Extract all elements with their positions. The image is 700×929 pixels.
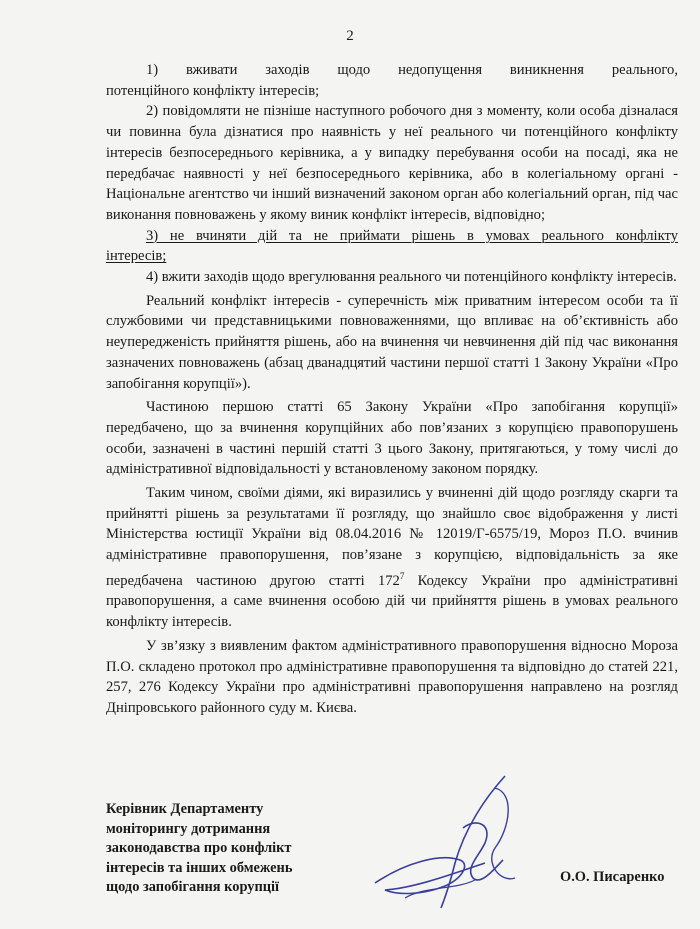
document-body — [106, 60, 678, 719]
duty-item-4: 4) вжити заходів щодо врегулювання реального чи потенційного конфлікту інтересів. — [146, 269, 677, 286]
duty-item-3 — [106, 226, 678, 247]
paragraph-real-conflict: Реальний конфлікт інтересів - суперечність між приватним інтересом особи та її службовими чи представницькими повноваженнями, що впливає на об’єктивність або неупередженість прийняття рішень, або на вчинення чи невчинення дій під час виконання зазначених повноважень (абзац дванадцятий частини першої статті 1 Закону України «Про запобігання корупції»). — [106, 292, 678, 392]
page-number: 2 — [346, 28, 354, 44]
signatory-title-line: Керівник Департаменту — [106, 801, 264, 817]
duty-item-3-cont — [106, 246, 678, 267]
paragraph-conclusion — [106, 483, 678, 633]
signatory-title-line: законодавства про конфлікт — [106, 840, 292, 856]
duty-item-3-cont-text: інтересів; — [106, 248, 167, 265]
paragraph-protocol: У зв’язку з виявленим фактом адміністративного правопорушення відносно Мороза П.О. складено протокол про адміністративне правопорушення та відповідно до статей 221, 257, 276 Кодексу України про адміністративні правопорушення направлено на розгляд Дніпровського районного суду м. Києва. — [106, 637, 678, 716]
duty-item-1: 1) вживати заходів щодо недопущення виникнення реального, — [146, 62, 678, 78]
signatory-title — [106, 800, 292, 898]
duty-item-3-text: 3) не вчиняти дій та не приймати рішень в умовах реального конфлікту — [146, 227, 678, 244]
handwritten-signature — [345, 768, 545, 918]
signatory-title-line: інтересів та інших обмежень — [106, 859, 293, 876]
article-superscript: 7 — [399, 570, 405, 581]
paragraph-article-65: Частиною першою статті 65 Закону України «Про запобігання корупції» передбачено, що за вчинення корупційних або пов’язаних з корупцією правопорушень особи, зазначені в частині першій статті 3 цього Закону, притягаються, у тому числі до адміністративної відповідальності у встановленому законом порядку. — [106, 399, 678, 478]
conclusion-text: Таким чином, своїми діями, які виразились у вчиненні дій щодо розгляду скарги та прийнятті рішень за результатами її розгляду, що знайшло своє відображення у листі Міністерства юстиції України від 08.04.2016 № 12019/Г-6575/19, Мороз П.О. вчинив адміністративне правопорушення, пов’язане з корупцією, відповідальність за яке передбачена частиною другою статті 172 — [106, 485, 678, 589]
signatory-name: О.О. Писаренко — [560, 869, 665, 885]
signatory-title-line: моніторингу дотримання — [106, 820, 271, 837]
signatory-title-line: щодо запобігання корупції — [106, 879, 280, 895]
duty-item-2: 2) повідомляти не пізніше наступного робочого дня з моменту, коли особа дізналася чи повинна була дізнатися про наявність у неї реального чи потенційного конфлікту інтересів безпосереднього керівника, а у випадку перебування особи на посаді, яка не передбачає наявності у неї безпосереднього керівника, або в колегіальному органі - Національне агентство чи інший визначений законом орган або колегіальний орган, під час виконання повноважень у якому виник конфлікт інтересів, відповідно; — [106, 103, 678, 223]
conclusion-text-cont: Кодексу України про адміністративні правопорушення, а саме вчинення особою дій чи прийняття рішень в умовах реального конфлікту інтересів. — [106, 572, 678, 631]
duty-item-1-cont: потенційного конфлікту інтересів; — [106, 82, 320, 99]
